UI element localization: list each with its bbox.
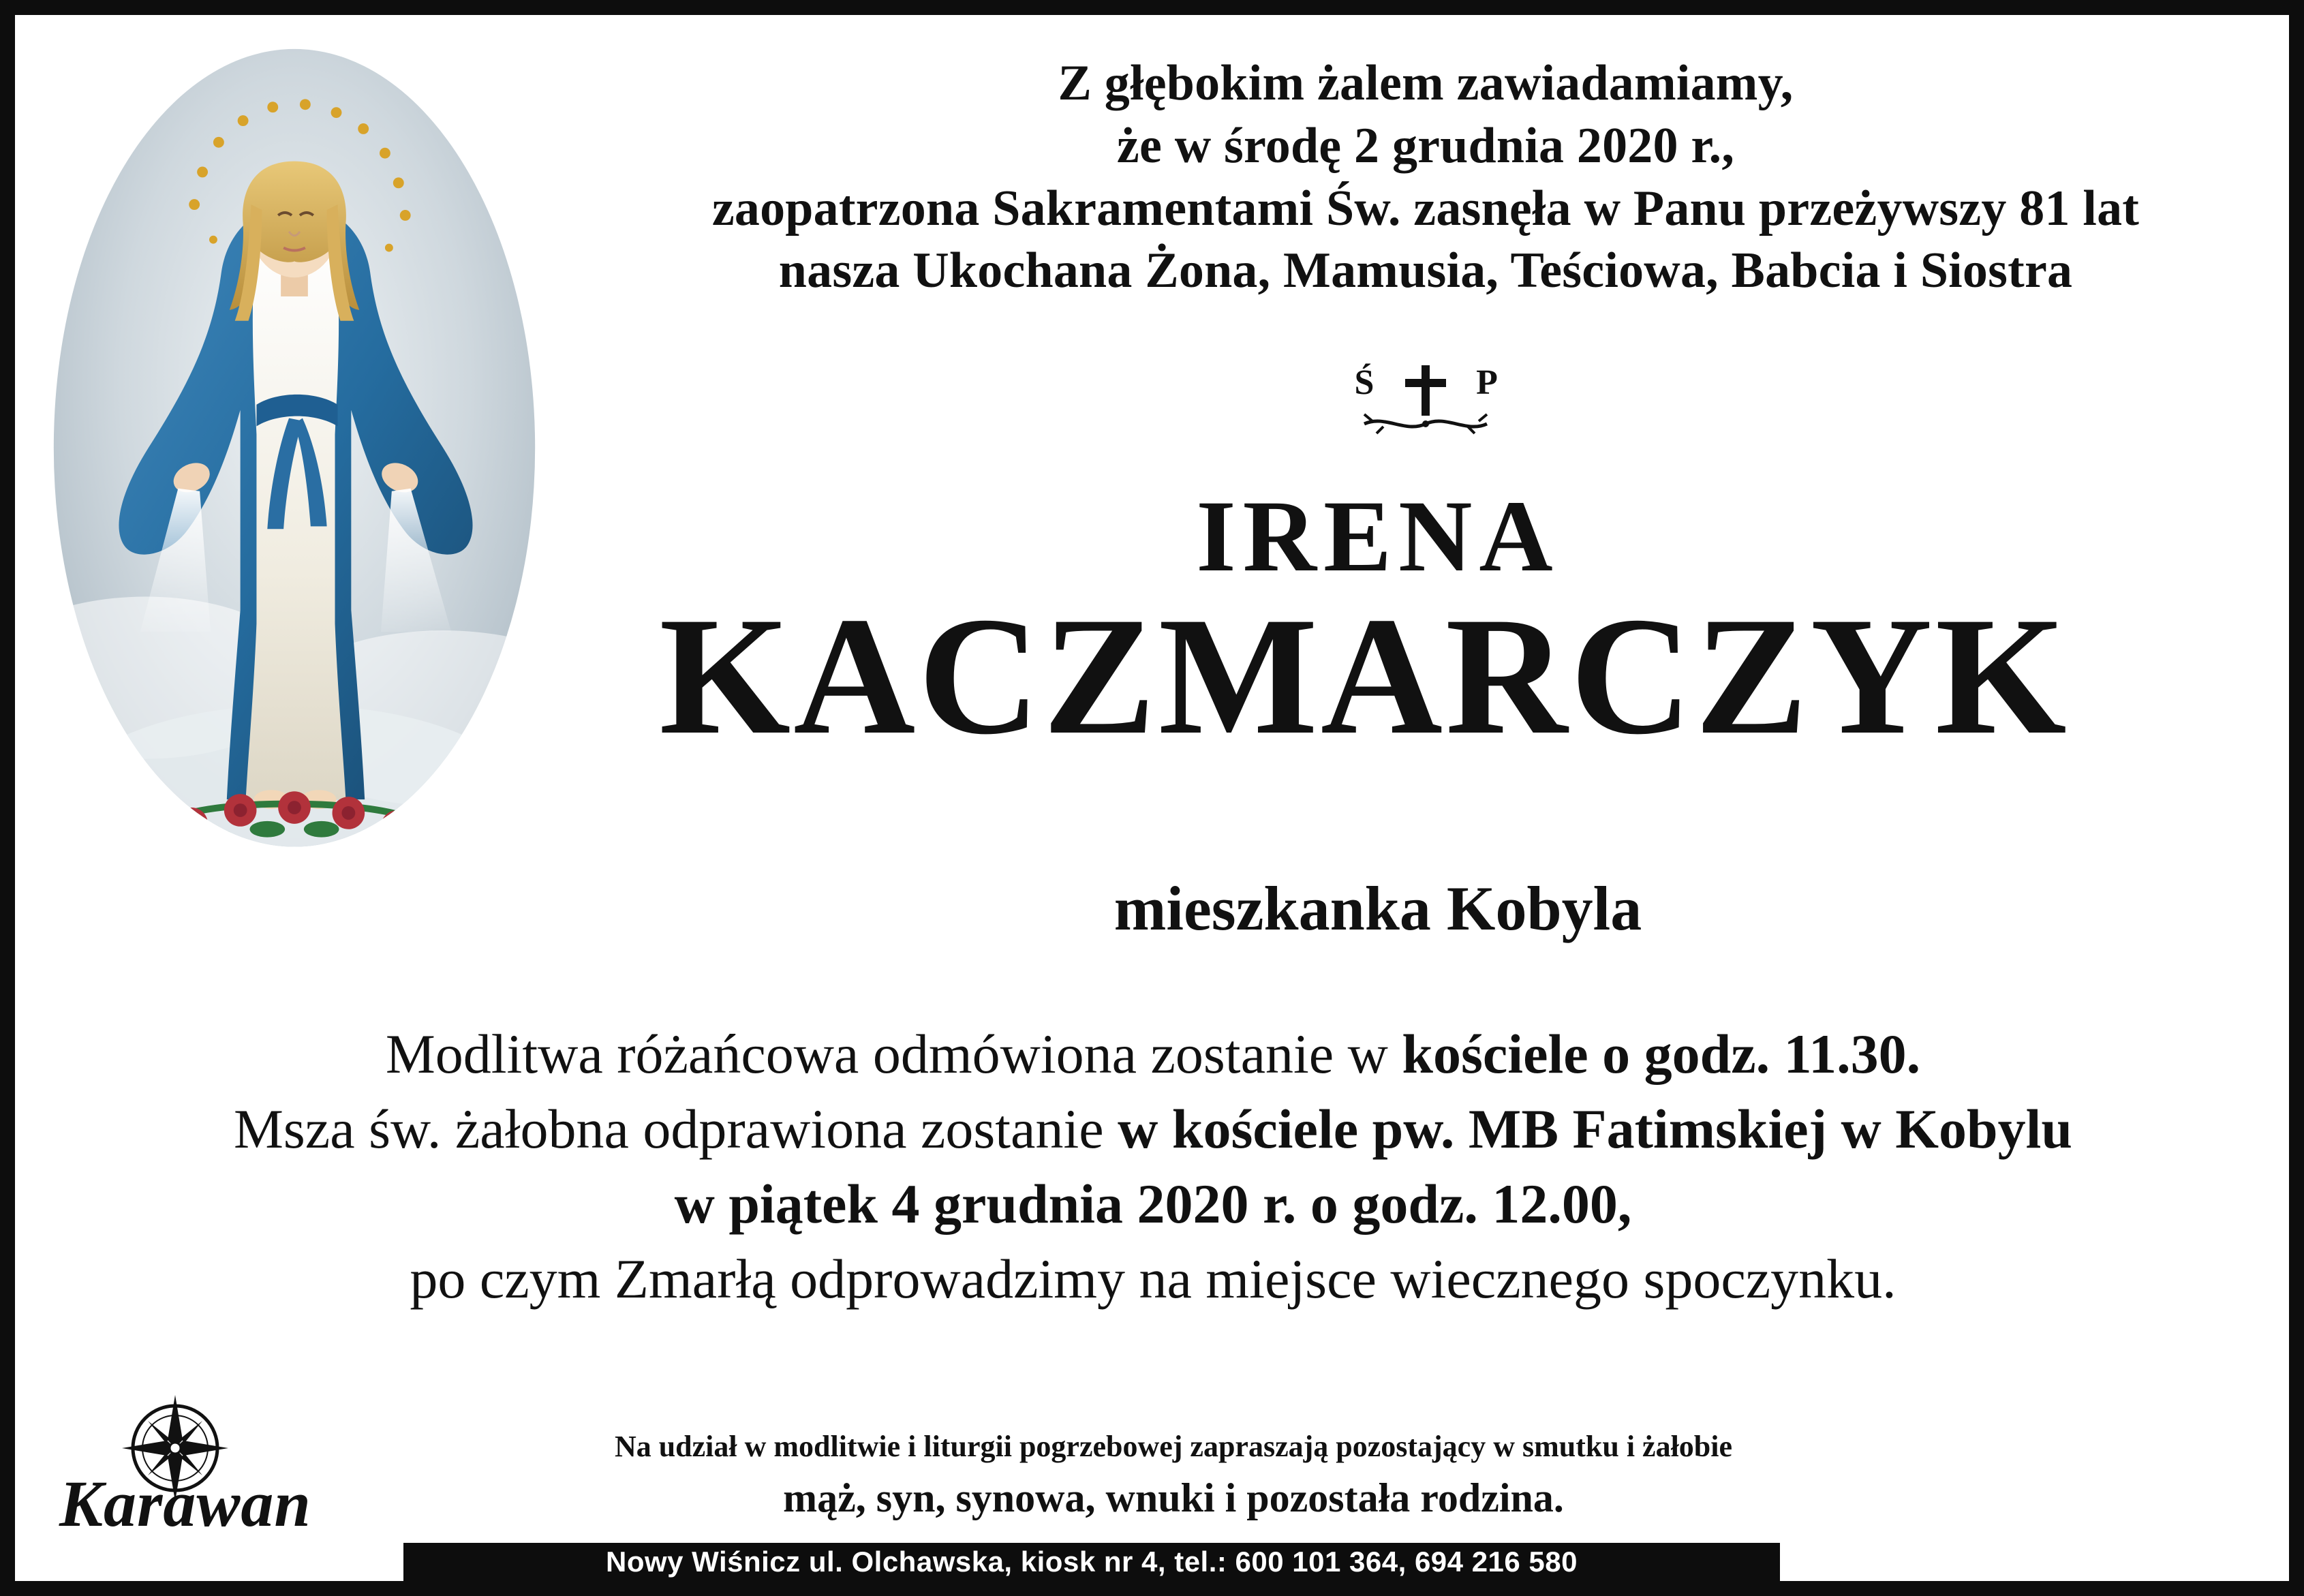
invitation-text: Na udział w modlitwie i liturgii pogrzebowej zapraszają pozostający w smutku i żałobie [614, 1430, 1733, 1463]
svg-text:Ś: Ś [1354, 363, 1374, 402]
deceased-first-name: IRENA [1196, 480, 1560, 593]
details-line-2 [63, 1092, 2243, 1167]
details-line-2-bold: w kościele pw. MB Fatimskiej w Kobylu [1118, 1097, 2072, 1160]
details-line-1-bold: kościele o godz. 11.30. [1402, 1023, 1921, 1085]
details-line-2-plain: Msza św. żałobna odprawiona zostanie [233, 1097, 1118, 1160]
sp-cross-mark [587, 356, 2264, 448]
intro-line-2: że w środę 2 grudnia 2020 r., [1116, 117, 1735, 174]
details-line-1 [63, 1017, 2243, 1092]
details-line-4: po czym Zmarłą odprowadzimy na miejsce wiecznego spoczynku. [410, 1247, 1896, 1310]
svg-text:P: P [1476, 363, 1498, 402]
intro-line-3: zaopatrzona Sakramentami Św. zasnęła w Panu przeżywszy 81 lat [711, 180, 2140, 236]
address-bar: Nowy Wiśnicz ul. Olchawska, kiosk nr 4, tel.: 600 101 364, 694 216 580 [403, 1543, 1780, 1581]
announcement-intro [587, 52, 2264, 303]
details-line-3-bold: w piątek 4 grudnia 2020 r. o godz. 12.00, [674, 1172, 1632, 1235]
madonna-illustration [49, 42, 540, 894]
deceased-last-name: KACZMARCZYK [659, 582, 2070, 769]
details-line-1-plain: Modlitwa różańcowa odmówiona zostanie w [385, 1023, 1402, 1085]
family-signature: mąż, syn, synowa, wnuki i pozostała rodzina. [783, 1475, 1564, 1520]
details-line-3 [63, 1167, 2243, 1242]
intro-line-1: Z głębokim żalem zawiadamiamy, [1058, 55, 1794, 111]
intro-line-4: nasza Ukochana Żona, Mamusia, Teściowa, Babcia i Siostra [778, 243, 2073, 299]
ceremony-details [63, 1017, 2243, 1317]
deceased-residence: mieszkanka Kobyla [1113, 874, 1642, 943]
karawan-logo-text: Karawan [59, 1467, 311, 1540]
karawan-logo [39, 1383, 407, 1567]
